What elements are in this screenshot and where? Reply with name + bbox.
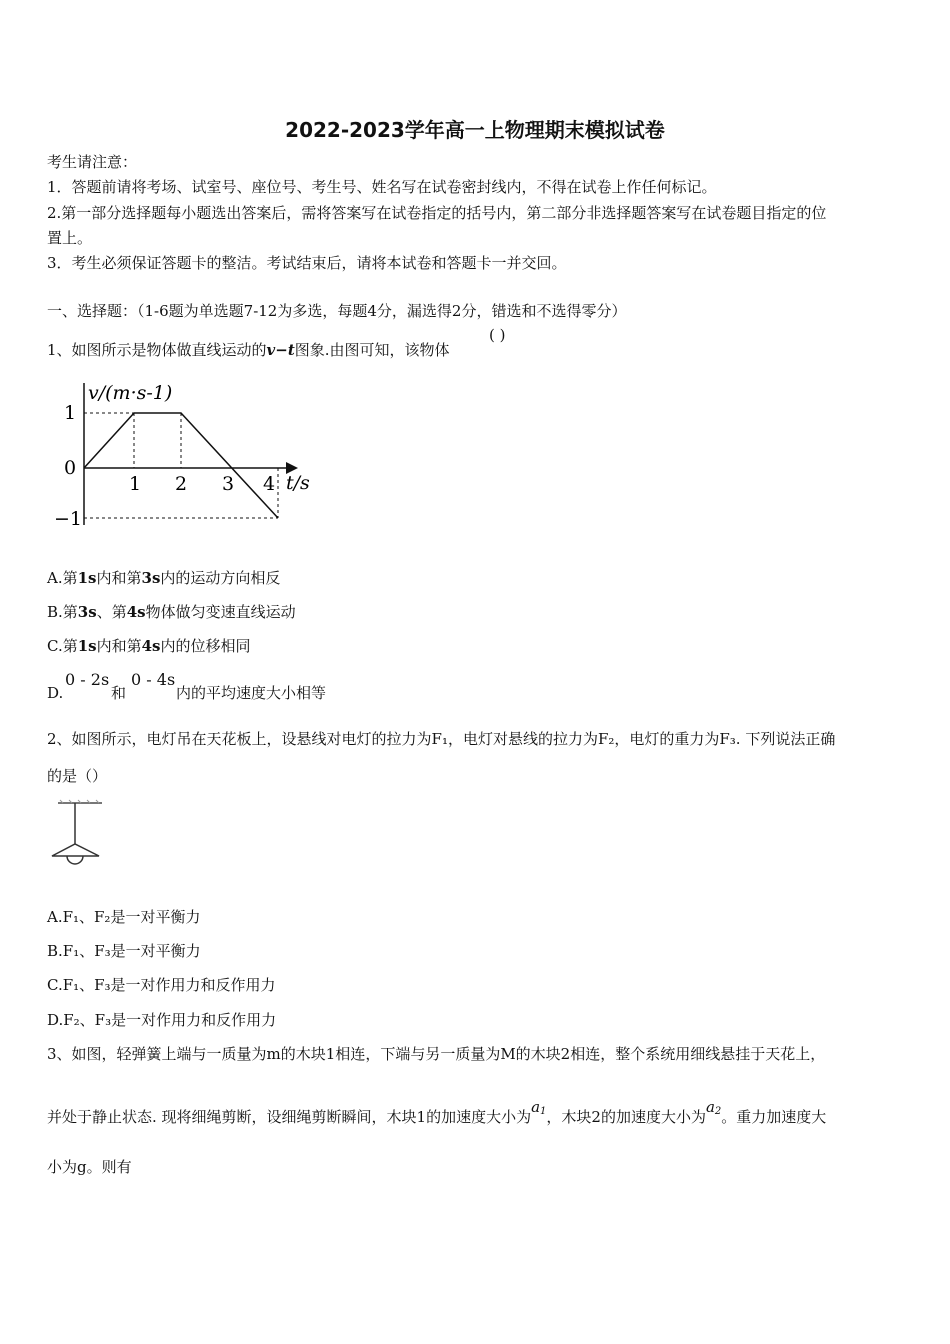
q1-option-d-label: D.: [47, 684, 64, 702]
tick-x-3: 3: [222, 473, 235, 495]
symbol-a2: $a_2$: [705, 1098, 722, 1117]
q2-option-c: C.F₁、F₃是一对作用力和反作用力: [47, 976, 276, 994]
tick-y-neg1: −1: [54, 508, 83, 530]
tick-x-1: 1: [129, 473, 142, 495]
question-2-stem: 2、如图所示，电灯吊在天花板上，设悬线对电灯的拉力为F₁，电灯对悬线的拉力为F₂，电灯的重力为F₃. 下列说法正确: [47, 730, 836, 748]
vt-graph: [50, 375, 320, 540]
section-heading: 一、选择题：（1-6题为单选题7-12为多选，每题4分，漏选得2分，错选和不选得零分）: [47, 302, 627, 320]
q1-var-v: v: [266, 341, 276, 359]
velocity-curve: [84, 413, 278, 518]
y-axis-label: v/(m·s-1): [88, 382, 173, 404]
q2-option-a: A.F₁、F₂是一对平衡力: [47, 908, 201, 926]
q1-option-b: B.第3s、第4s物体做匀变速直线运动: [47, 603, 296, 621]
notice-heading: 考生请注意：: [47, 153, 138, 171]
question-1-stem: [47, 340, 450, 360]
q1-var-t: t: [287, 341, 295, 359]
q1-option-d-text: 内的平均速度大小相等: [176, 684, 327, 702]
q1-dash: −: [275, 341, 288, 359]
q1-option-a: A.第1s内和第3s内的运动方向相反: [47, 569, 281, 587]
question-3-stem: 3、如图，轻弹簧上端与一质量为m的木块1相连，下端与另一质量为M的木块2相连，整个系统用细线悬挂于天花上，: [47, 1045, 826, 1063]
page-title: 2022-2023学年高一上物理期末模拟试卷: [285, 118, 665, 142]
tick-x-2: 2: [175, 473, 188, 495]
q2-option-d: D.F₂、F₃是一对作用力和反作用力: [47, 1011, 277, 1029]
q1-option-d-interval-2: 0 - 4s: [131, 670, 176, 689]
tick-y-0: 0: [64, 457, 77, 479]
x-axis-label: t/s: [286, 472, 310, 494]
tick-x-4: 4: [263, 473, 276, 495]
tick-y-1: 1: [64, 402, 77, 424]
q2-option-b: B.F₁、F₃是一对平衡力: [47, 942, 201, 960]
q1-answer-paren: ( ): [489, 326, 506, 344]
question-2-stem-cont: 的是（）: [47, 767, 108, 785]
notice-item-2: 2.第一部分选择题每小题选出答案后，需将答案写在试卷指定的括号内，第二部分非选择题答案写在试卷题目指定的位: [47, 204, 827, 222]
question-3-stem-cont: 并处于静止状态. 现将细绳剪断，设细绳剪断瞬间，木块1的加速度大小为$a_1$，木块2的加速度大小为$a_2$。重力加速度大: [47, 1098, 827, 1126]
lamp-figure: [47, 798, 107, 873]
q1-option-d-and: 和: [111, 684, 127, 702]
symbol-a1: $a_1$: [531, 1098, 547, 1117]
notice-item-1: 1．答题前请将考场、试室号、座位号、考生号、姓名写在试卷密封线内，不得在试卷上作任何标记。: [47, 178, 717, 196]
q1-stem-part1: 1、如图所示是物体做直线运动的: [47, 341, 267, 359]
q1-stem-part2: 图象.由图可知，该物体: [294, 341, 450, 359]
q1-option-c: C.第1s内和第4s内的位移相同: [47, 637, 251, 655]
question-3-stem-end: 小为g。则有: [47, 1158, 132, 1176]
notice-item-3: 3．考生必须保证答题卡的整洁。考试结束后，请将本试卷和答题卡一并交回。: [47, 254, 567, 272]
notice-item-2-cont: 置上。: [47, 229, 93, 247]
q1-option-d-interval-1: 0 - 2s: [65, 670, 110, 689]
